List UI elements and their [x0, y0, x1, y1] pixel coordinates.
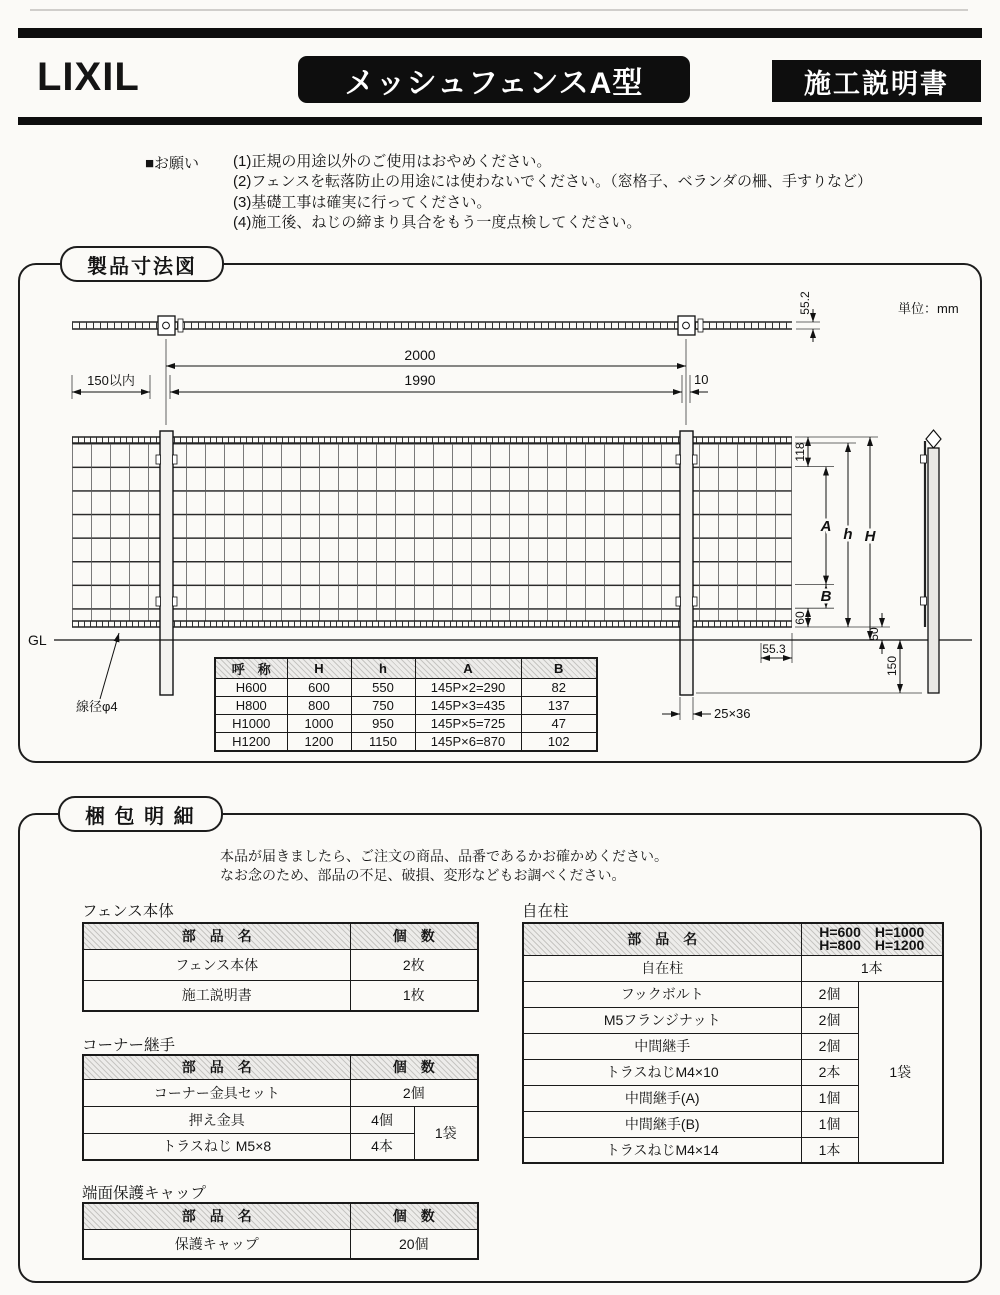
dimension-section-title: 製品寸法図: [60, 246, 224, 282]
part-name: 中間継手: [523, 1033, 801, 1059]
wire-dia-label: 線径φ4: [76, 699, 118, 714]
part-qty: 1個: [801, 1111, 858, 1137]
lixil-logo: LIXIL: [37, 55, 140, 99]
cell: 800: [287, 697, 351, 715]
cell: H1200: [215, 733, 287, 751]
gl-label: GL: [28, 632, 47, 648]
part-name: 保護キャップ: [83, 1229, 350, 1259]
packing-section-title: 梱 包 明 細: [58, 796, 223, 832]
corner-parts-table: [82, 1054, 479, 1161]
dim-150-embed-label: 150: [885, 655, 899, 677]
scan-edge-artifact: [30, 9, 968, 11]
notice-item: (3)基礎工事は確実に行ってください。: [233, 193, 492, 211]
dim-1990-label: 1990: [404, 372, 436, 388]
table-row: [83, 1106, 478, 1133]
post-side-view: [921, 430, 942, 693]
top-rule: [18, 28, 982, 38]
dim-150-margin-label: 150以内: [87, 373, 135, 388]
cell: H600: [215, 679, 287, 697]
cell: 47: [521, 715, 597, 733]
cell: 550: [351, 679, 415, 697]
part-qty: 2個: [350, 1079, 478, 1106]
dim-10-label: 10: [694, 372, 709, 387]
part-qty: 1本: [801, 955, 943, 981]
part-name: 施工説明書: [83, 980, 350, 1011]
part-qty: 4本: [350, 1133, 414, 1160]
part-name: コーナー金具セット: [83, 1079, 350, 1106]
table-row: [523, 981, 943, 1007]
post-parts-heading: 自在柱: [522, 903, 569, 920]
dim-118-label: 118: [793, 442, 807, 462]
part-qty: 1枚: [350, 980, 478, 1011]
col-sizes: [801, 923, 943, 955]
fence-parts-heading: フェンス本体: [82, 903, 174, 920]
cap-parts-heading: 端面保護キャップ: [82, 1185, 207, 1202]
part-name: M5フランジナット: [523, 1007, 801, 1033]
spec-header-h: h: [351, 658, 415, 679]
part-qty: 2個: [801, 981, 858, 1007]
product-title: メッシュフェンスA型: [298, 56, 690, 103]
table-row: [523, 955, 943, 981]
table-row: [83, 949, 478, 980]
part-name: フェンス本体: [83, 949, 350, 980]
packing-intro-line: なお念のため、部品の不足、破損、変形などもお調べください。: [220, 867, 626, 883]
cell: 1150: [351, 733, 415, 751]
notice-item: (1)正規の用途以外のご使用はおやめください。: [233, 153, 552, 170]
col-part-name: 部 品 名: [83, 923, 350, 949]
packing-section: [18, 805, 982, 1283]
cell: H800: [215, 697, 287, 715]
cell: 1200: [287, 733, 351, 751]
dim-2000-label: 2000: [404, 347, 436, 363]
table-row: [215, 679, 597, 697]
table-row: [215, 697, 597, 715]
cell: 1000: [287, 715, 351, 733]
notice-item: (2)フェンスを転落防止の用途には使わないでください。（窓格子、ベランダの柵、手すりなど）: [233, 173, 873, 191]
cell: 82: [521, 679, 597, 697]
col-qty: 個 数: [350, 1203, 478, 1229]
cell: 600: [287, 679, 351, 697]
table-row: [83, 1079, 478, 1106]
packing-intro-line: 本品が届きましたら、ご注文の商品、品番であるかお確かめください。: [220, 848, 668, 864]
post-parts-table: [522, 922, 944, 1164]
dim-h-lower-label: h: [843, 526, 853, 543]
part-qty: 4個: [350, 1106, 414, 1133]
corner-parts-heading: コーナー継手: [82, 1037, 176, 1054]
fence-parts-table: [82, 922, 479, 1012]
cell: 950: [351, 715, 415, 733]
cell: 750: [351, 697, 415, 715]
part-name: 中間継手(A): [523, 1085, 801, 1111]
product-dimension-section: [18, 255, 982, 763]
spec-header-name: 呼 称: [215, 658, 287, 679]
cell: 137: [521, 697, 597, 715]
dim-h-upper-label: H: [864, 528, 876, 545]
bag-cell: 1袋: [858, 981, 943, 1163]
size-header-line: H=600 H=1000: [819, 924, 925, 941]
dim-b-label: B: [820, 588, 832, 605]
dim-50-label: 50: [867, 627, 881, 641]
cell: 145P×3=435: [415, 697, 521, 715]
table-row: [83, 1229, 478, 1259]
cell: 145P×6=870: [415, 733, 521, 751]
part-qty: 1本: [801, 1137, 858, 1163]
col-part-name: 部 品 名: [83, 1203, 350, 1229]
part-qty: 2個: [801, 1007, 858, 1033]
dim-55-3-label: 55.3: [762, 642, 786, 656]
part-qty: 20個: [350, 1229, 478, 1259]
size-header-line: H=800 H=1200: [819, 937, 925, 954]
col-qty: 個 数: [350, 1055, 478, 1079]
part-qty: 2個: [801, 1033, 858, 1059]
spec-header-A: A: [415, 658, 521, 679]
part-qty: 2枚: [350, 949, 478, 980]
table-row: [215, 733, 597, 751]
doc-type-label: 施工説明書: [772, 60, 981, 102]
spec-table: [214, 657, 598, 752]
fence-plan-view: [72, 316, 792, 335]
part-qty: 1個: [801, 1085, 858, 1111]
notice-label: ■お願い: [145, 155, 200, 172]
spec-header-B: B: [521, 658, 597, 679]
cell: 145P×2=290: [415, 679, 521, 697]
dim-55-2-label: 55.2: [798, 291, 812, 315]
dim-60-label: 60: [793, 611, 807, 625]
col-part-name: 部 品 名: [523, 923, 801, 955]
cell: H1000: [215, 715, 287, 733]
cell: 102: [521, 733, 597, 751]
part-name: トラスねじ M5×8: [83, 1133, 350, 1160]
table-row: [83, 980, 478, 1011]
notice-list: [233, 152, 872, 234]
cell: 145P×5=725: [415, 715, 521, 733]
packing-intro: [220, 847, 668, 885]
part-name: フックボルト: [523, 981, 801, 1007]
part-name: トラスねじM4×14: [523, 1137, 801, 1163]
part-name: 中間継手(B): [523, 1111, 801, 1137]
bag-cell: 1袋: [414, 1106, 478, 1160]
part-qty: 2本: [801, 1059, 858, 1085]
unit-label: 単位：mm: [898, 301, 959, 316]
col-part-name: 部 品 名: [83, 1055, 350, 1079]
part-name: 押え金具: [83, 1106, 350, 1133]
header-rule: [18, 117, 982, 125]
part-name: 自在柱: [523, 955, 801, 981]
cap-parts-table: [82, 1202, 479, 1260]
notice-item: (4)施工後、ねじの締まり具合をもう一度点検してください。: [233, 214, 642, 232]
part-name: トラスねじM4×10: [523, 1059, 801, 1085]
dim-a-label: A: [820, 518, 832, 535]
col-qty: 個 数: [350, 923, 478, 949]
table-row: [215, 715, 597, 733]
spec-header-H: H: [287, 658, 351, 679]
dim-25x36-label: 25×36: [714, 706, 751, 721]
